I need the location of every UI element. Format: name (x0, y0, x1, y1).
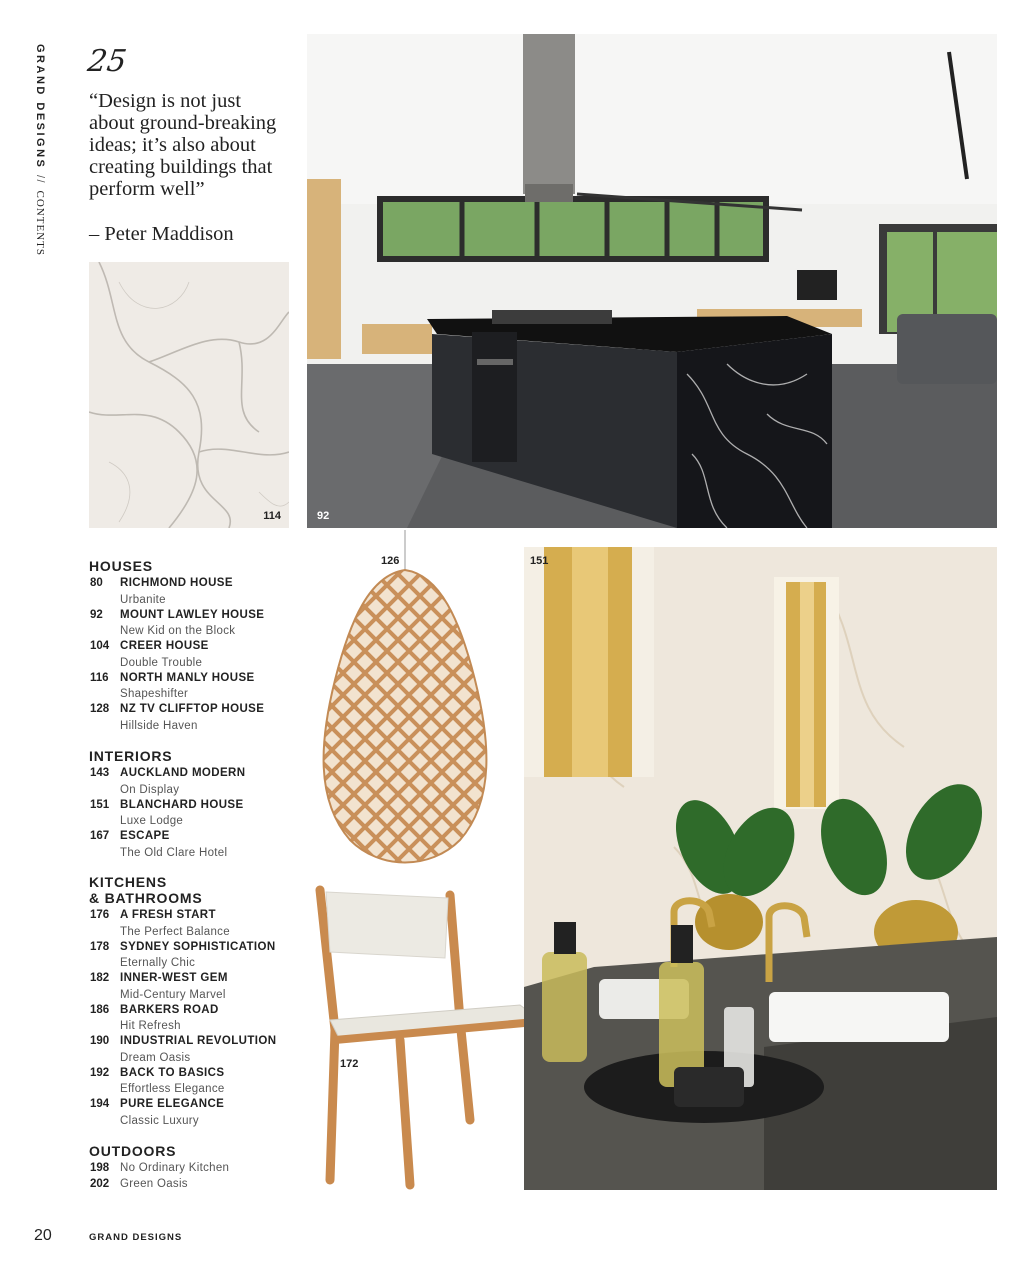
section-title-line1: KITCHENS (89, 874, 167, 890)
entry-subtitle: Green Oasis (120, 1177, 188, 1190)
marble-sample-image[interactable] (89, 262, 289, 528)
section-interiors (89, 748, 299, 861)
pull-quote: “Design is not just about ground-breaking ideas; it’s also about creating buildings that perform well” (89, 90, 277, 200)
entry-title: BACK TO BASICS (120, 1066, 225, 1079)
entry-subtitle: Eternally Chic (120, 957, 196, 969)
section-title-line2: & BATHROOMS (89, 890, 203, 906)
entry-page: 92 (90, 608, 103, 621)
entry-title: NZ TV CLIFFTOP HOUSE (120, 703, 265, 715)
entry-subtitle: Double Trouble (120, 656, 203, 669)
section-title (89, 874, 299, 906)
entry-page: 80 (90, 577, 103, 589)
entry-page: 128 (90, 703, 110, 715)
entry-title: BARKERS ROAD (120, 1003, 219, 1016)
entry-subtitle: Effortless Elegance (120, 1083, 225, 1095)
entry-subtitle: Mid-Century Marvel (120, 988, 226, 1001)
bathroom-photo[interactable] (524, 547, 997, 1190)
entry-title: SYDNEY SOPHISTICATION (120, 940, 276, 953)
spine-brand: GRAND DESIGNS (34, 44, 46, 170)
toc-entry[interactable] (89, 671, 299, 703)
entry-subtitle: Dream Oasis (120, 1051, 191, 1064)
kitchen-page-number: 92 (317, 510, 330, 522)
entry-subtitle: Urbanite (120, 593, 166, 606)
toc-entry[interactable] (89, 940, 299, 972)
section-outdoors (89, 1143, 299, 1192)
entry-page: 178 (90, 940, 110, 953)
spine-label (34, 44, 46, 256)
toc-entry[interactable] (89, 1034, 299, 1066)
kitchen-photo-graphic (307, 34, 997, 528)
entry-page: 116 (90, 671, 109, 684)
toc-entry[interactable] (89, 576, 299, 608)
toc-entry[interactable] (89, 798, 299, 830)
pendant-light-graphic (310, 530, 500, 880)
entry-page: 190 (90, 1035, 110, 1047)
toc-entry[interactable] (89, 829, 299, 861)
section-kitchens-bathrooms (89, 874, 299, 1129)
entry-page: 151 (90, 798, 110, 811)
entry-subtitle: Hillside Haven (120, 719, 198, 732)
entry-page: 104 (90, 640, 110, 652)
section-houses (89, 558, 299, 734)
entry-page: 192 (90, 1066, 110, 1079)
toc-entry[interactable] (89, 766, 299, 798)
entry-title: RICHMOND HOUSE (120, 577, 233, 589)
entry-page: 186 (90, 1003, 110, 1016)
toc-entry[interactable] (89, 608, 299, 640)
entry-title: INDUSTRIAL REVOLUTION (120, 1035, 277, 1047)
entry-page: 167 (90, 830, 110, 842)
entry-subtitle: New Kid on the Block (120, 625, 236, 637)
bathroom-page-number: 151 (530, 555, 549, 567)
issue-number: 25 (85, 44, 129, 79)
entry-title: ESCAPE (120, 830, 170, 842)
toc-entry[interactable] (89, 908, 299, 940)
entry-title: INNER-WEST GEM (120, 972, 228, 984)
quote-author: – Peter Maddison (89, 223, 234, 245)
entry-page: 194 (90, 1098, 110, 1110)
toc-entry[interactable] (89, 702, 299, 734)
folio-page-number: 20 (34, 1227, 52, 1244)
bathroom-photo-graphic (524, 547, 997, 1190)
toc-entry[interactable] (89, 1097, 299, 1129)
entry-subtitle: Shapeshifter (120, 688, 189, 700)
toc-entry[interactable] (89, 1066, 299, 1098)
dining-chair-image[interactable] (300, 880, 560, 1192)
marble-page-number: 114 (263, 510, 281, 522)
entry-subtitle: The Old Clare Hotel (120, 846, 228, 859)
section-title: INTERIORS (89, 748, 173, 764)
spine-section: CONTENTS (34, 190, 46, 256)
pendant-page-number: 126 (381, 555, 400, 567)
folio-publication: GRAND DESIGNS (89, 1232, 183, 1243)
entry-subtitle: On Display (120, 783, 180, 796)
entry-page: 176 (90, 909, 110, 921)
entry-title: NORTH MANLY HOUSE (120, 671, 255, 684)
entry-title: PURE ELEGANCE (120, 1098, 225, 1110)
entry-subtitle: The Perfect Balance (120, 925, 230, 938)
entry-subtitle: No Ordinary Kitchen (120, 1162, 230, 1174)
toc-entry[interactable] (89, 639, 299, 671)
marble-sample-graphic (89, 262, 289, 528)
entry-title: CREER HOUSE (120, 640, 209, 652)
chair-page-number: 172 (340, 1058, 359, 1070)
pendant-light-image[interactable] (310, 530, 500, 880)
entry-subtitle: Luxe Lodge (120, 815, 184, 827)
entry-page: 182 (90, 972, 110, 984)
spine-separator: // (34, 175, 46, 185)
dining-chair-graphic (300, 880, 560, 1192)
entry-title: MOUNT LAWLEY HOUSE (120, 608, 265, 621)
section-title: HOUSES (89, 558, 153, 574)
entry-page: 143 (90, 767, 110, 779)
entry-subtitle: Hit Refresh (120, 1020, 181, 1032)
toc-entry[interactable] (89, 1003, 299, 1035)
entry-title: A FRESH START (120, 909, 216, 921)
entry-subtitle: Classic Luxury (120, 1114, 199, 1127)
entry-page: 202 (90, 1177, 110, 1190)
toc-entry[interactable] (89, 1177, 299, 1193)
kitchen-photo[interactable] (307, 34, 997, 528)
section-title: OUTDOORS (89, 1143, 177, 1159)
entry-title: BLANCHARD HOUSE (120, 798, 244, 811)
entry-page: 198 (90, 1162, 110, 1174)
toc-entry[interactable] (89, 971, 299, 1003)
toc-entry[interactable] (89, 1161, 299, 1177)
entry-title: AUCKLAND MODERN (120, 767, 246, 779)
